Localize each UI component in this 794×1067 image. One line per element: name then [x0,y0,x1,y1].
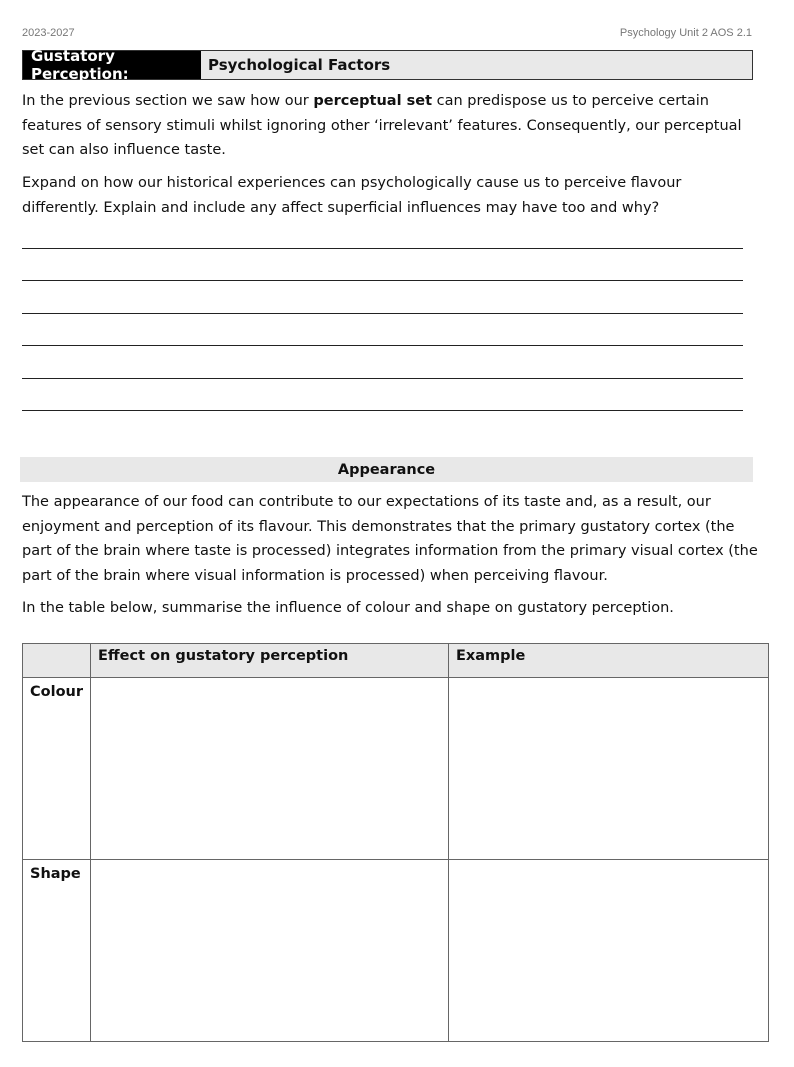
appearance-paragraph: The appearance of our food can contribute to our expectations of its taste and, as a result, our enjoyment and perception of its flavour. This demonstrates that the primary gustatory cortex (the part of the brain where taste is processed) integrates information from the primary visual cortex (the part of the brain where visual information is processed) when perceiving flavour. [22,494,758,584]
answer-line[interactable] [22,232,743,249]
answer-line[interactable] [22,379,743,411]
answer-line[interactable] [22,281,743,313]
row-label-colour: Colour [23,678,91,860]
title-bar [22,47,753,83]
table-instruction: In the table below, summarise the influence of colour and shape on gustatory perception. [22,600,674,616]
table-header-example: Example [449,644,769,678]
intro-bold-term: perceptual set [313,93,433,109]
row-label-shape: Shape [23,860,91,1042]
intro-paragraph [22,89,762,163]
intro-before: In the previous section we saw how our [22,93,314,109]
title-label: Gustatory Perception: [23,51,201,79]
table-header-blank [23,644,91,678]
colour-example-cell[interactable] [449,678,769,860]
shape-effect-cell[interactable] [91,860,449,1042]
answer-lines [22,232,743,411]
header-unit: Psychology Unit 2 AOS 2.1 [619,27,752,39]
answer-line[interactable] [22,346,743,378]
colour-effect-cell[interactable] [91,678,449,860]
answer-line[interactable] [22,249,743,281]
table-row [23,678,769,860]
title-subtitle: Psychological Factors [208,56,391,74]
table-row [23,860,769,1042]
table-header-row [23,644,769,678]
shape-example-cell[interactable] [449,860,769,1042]
answer-line[interactable] [22,314,743,346]
header-year: 2023-2027 [22,27,75,39]
question-text: Expand on how our historical experiences can psychologically cause us to perceive flavour differently. Explain and include any affect superficial influences may have too and why? [22,175,682,216]
table-header-effect: Effect on gustatory perception [91,644,449,678]
appearance-heading: Appearance [20,457,753,482]
summary-table [22,643,769,1042]
intro-after: can predispose us to perceive certain features of sensory stimuli whilst ignoring other ‘irrelevant’ features. Consequently, our perceptual set can also influence taste. [22,93,742,158]
